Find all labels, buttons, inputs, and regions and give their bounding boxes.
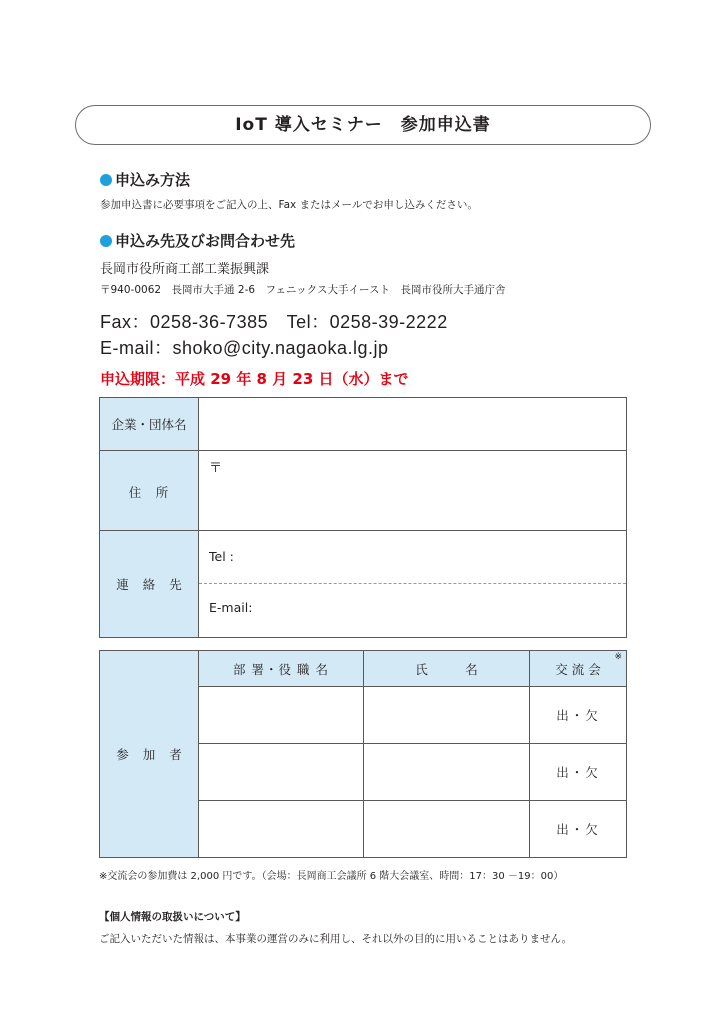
postal-mark: 〒 [209, 461, 223, 476]
method-heading: 申込み方法 [100, 169, 190, 190]
header-department-position: 部 署・役 職 名 [199, 651, 364, 687]
deadline: 申込期限：平成 29 年 8 月 23 日（水）まで [100, 370, 409, 388]
contact-email: E-mail：shoko@city.nagaoka.lg.jp [100, 338, 389, 358]
company-input[interactable] [199, 398, 627, 451]
participants-label: 参加者 [100, 651, 199, 858]
privacy-heading: 【個人情報の取扱いについて】 [99, 911, 246, 923]
name-input[interactable] [364, 687, 530, 744]
name-input[interactable] [364, 744, 530, 801]
company-label: 企業・団体名 [100, 398, 199, 451]
tel-input[interactable] [199, 531, 626, 584]
participants-table [99, 650, 627, 858]
applicant-form [99, 397, 627, 638]
email-input[interactable] [199, 584, 626, 637]
privacy-text: ご記入いただいた情報は、本事業の運営のみに利用し、それ以外の目的に用いることはありません。 [99, 933, 573, 945]
footnote: ※交流会の参加費は 2,000 円です。（会場：長岡商工会議所 6 階大会議室、時間：17：30 －19：00） [99, 871, 564, 882]
header-networking: 交 流 会 ※ [530, 651, 627, 687]
method-text: 参加申込書に必要事項をご記入の上、Fax またはメールでお申し込みください。 [100, 199, 478, 211]
department-input[interactable] [199, 801, 364, 858]
contact-department: 長岡市役所商工部工業振興課 [100, 262, 270, 277]
contact-info-cell [199, 531, 627, 638]
note-mark: ※ [614, 652, 622, 662]
page-title: IoT 導入セミナー 参加申込書 [235, 115, 491, 135]
attendance-toggle[interactable]: 出・欠 [530, 744, 627, 801]
contact-heading: 申込み先及びお問合わせ先 [100, 230, 295, 251]
attendance-toggle[interactable]: 出・欠 [530, 801, 627, 858]
contact-fax-tel: Fax：0258-36-7385 Tel：0258-39-2222 [100, 312, 448, 332]
department-input[interactable] [199, 687, 364, 744]
contact-address: 〒940-0062 長岡市大手通 2-6 フェニックス大手イースト 長岡市役所大手通庁舎 [100, 284, 506, 296]
bullet-dot-icon [100, 235, 112, 247]
contact-info-label: 連絡先 [100, 531, 199, 638]
name-input[interactable] [364, 801, 530, 858]
tel-label: Tel : [209, 549, 234, 564]
attendance-toggle[interactable]: 出・欠 [530, 687, 627, 744]
address-input[interactable] [199, 451, 627, 531]
email-label: E-mail: [209, 600, 253, 615]
department-input[interactable] [199, 744, 364, 801]
header-name: 氏 名 [364, 651, 530, 687]
address-label: 住 所 [100, 451, 199, 531]
bullet-dot-icon [100, 174, 112, 186]
